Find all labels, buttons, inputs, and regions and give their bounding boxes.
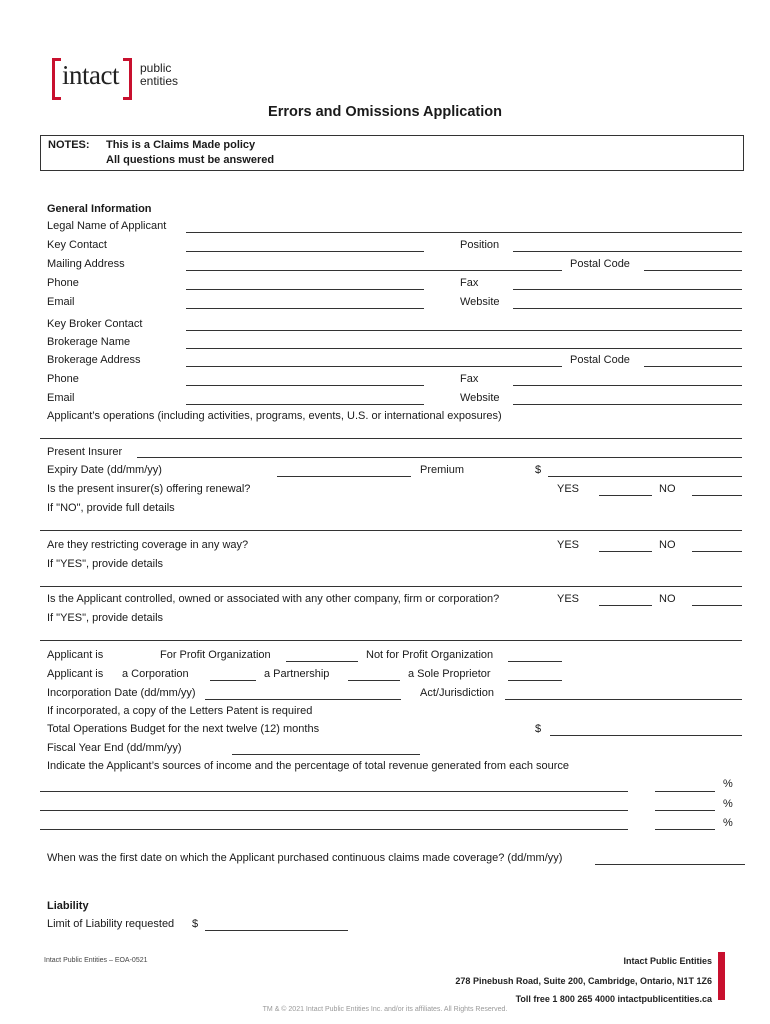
corporation-field[interactable] — [210, 680, 256, 681]
fax-2-label: Fax — [460, 373, 479, 385]
general-heading: General Information — [47, 203, 152, 215]
if-yes-field[interactable] — [40, 586, 742, 587]
brokerage-name-field[interactable] — [186, 348, 742, 349]
premium-label: Premium — [420, 464, 465, 476]
present-insurer-field[interactable] — [137, 457, 742, 458]
budget-label: Total Operations Budget for the next twelve (12) months — [47, 723, 320, 735]
partnership-field[interactable] — [348, 680, 400, 681]
first-date-field[interactable] — [595, 864, 745, 865]
fax-field[interactable] — [513, 289, 742, 290]
income-source-2[interactable] — [40, 810, 628, 811]
applicant-is-2-label: Applicant is — [47, 668, 104, 680]
mailing-address-field[interactable] — [186, 270, 562, 271]
present-insurer-label: Present Insurer — [47, 446, 123, 458]
restrict-yes-label: YES — [557, 539, 580, 551]
fax-label: Fax — [460, 277, 479, 289]
phone-field[interactable] — [186, 289, 424, 290]
budget-field[interactable] — [550, 735, 742, 736]
if-no-label: If "NO", provide full details — [47, 502, 175, 514]
form-code: Intact Public Entities – EOA-0521 — [44, 957, 148, 964]
footer-company: Intact Public Entities — [623, 956, 712, 966]
intact-logo — [52, 58, 132, 96]
notes-line1: This is a Claims Made policy — [106, 139, 256, 151]
first-date-label: When was the first date on which the Applicant purchased continuous claims made coverage? (dd/mm/yy) — [47, 852, 563, 864]
website-2-field[interactable] — [513, 404, 742, 405]
act-field[interactable] — [505, 699, 742, 700]
phone-2-field[interactable] — [186, 385, 424, 386]
email-label: Email — [47, 296, 75, 308]
renewal-yes-field[interactable] — [599, 495, 652, 496]
income-source-1[interactable] — [40, 791, 628, 792]
controlled-yes-field[interactable] — [599, 605, 652, 606]
legal-name-field[interactable] — [186, 232, 742, 233]
website-label: Website — [460, 296, 500, 308]
sole-prop-label: a Sole Proprietor — [408, 668, 491, 680]
budget-dollar: $ — [535, 723, 542, 735]
income-source-3[interactable] — [40, 829, 628, 830]
brokerage-address-label: Brokerage Address — [47, 354, 141, 366]
notes-label: NOTES: — [48, 139, 90, 151]
expiry-date-label: Expiry Date (dd/mm/yy) — [47, 464, 162, 476]
key-broker-field[interactable] — [186, 330, 742, 331]
income-pct-2[interactable] — [655, 810, 715, 811]
partnership-label: a Partnership — [264, 668, 330, 680]
legal-name-label: Legal Name of Applicant — [47, 220, 167, 232]
brokerage-name-label: Brokerage Name — [47, 336, 131, 348]
footer-address: 278 Pinebush Road, Suite 200, Cambridge, Ontario, N1T 1Z6 — [455, 976, 712, 986]
restrict-question: Are they restricting coverage in any way? — [47, 539, 249, 551]
fiscal-field[interactable] — [232, 754, 420, 755]
pct-3-label: % — [723, 817, 733, 829]
pct-2-label: % — [723, 798, 733, 810]
income-label: Indicate the Applicant’s sources of income and the percentage of total revenue generated from each source — [47, 760, 570, 772]
operations-field[interactable] — [40, 438, 742, 439]
applicant-is-label: Applicant is — [47, 649, 104, 661]
if-yes-label: If "YES", provide details — [47, 558, 164, 570]
fax-2-field[interactable] — [513, 385, 742, 386]
controlled-no-label: NO — [659, 593, 676, 605]
corporation-label: a Corporation — [122, 668, 189, 680]
postal-code-2-field[interactable] — [644, 366, 742, 367]
not-for-profit-field[interactable] — [508, 661, 562, 662]
renewal-question: Is the present insurer(s) offering renewal? — [47, 483, 251, 495]
letters-patent-note: If incorporated, a copy of the Letters Patent is required — [47, 705, 313, 717]
brokerage-address-field[interactable] — [186, 366, 562, 367]
for-profit-label: For Profit Organization — [160, 649, 271, 661]
operations-label: Applicant’s operations (including activities, programs, events, U.S. or international exposures) — [47, 410, 502, 422]
restrict-yes-field[interactable] — [599, 551, 652, 552]
website-field[interactable] — [513, 308, 742, 309]
income-pct-3[interactable] — [655, 829, 715, 830]
notes-line2: All questions must be answered — [106, 154, 275, 166]
renewal-yes-label: YES — [557, 483, 580, 495]
fiscal-label: Fiscal Year End (dd/mm/yy) — [47, 742, 182, 754]
if-yes-2-field[interactable] — [40, 640, 742, 641]
email-2-field[interactable] — [186, 404, 424, 405]
pct-1-label: % — [723, 778, 733, 790]
key-contact-label: Key Contact — [47, 239, 107, 251]
footer-red-bar — [718, 952, 725, 1000]
website-2-label: Website — [460, 392, 500, 404]
if-no-field[interactable] — [40, 530, 742, 531]
position-label: Position — [460, 239, 500, 251]
email-2-label: Email — [47, 392, 75, 404]
restrict-no-field[interactable] — [692, 551, 742, 552]
sole-prop-field[interactable] — [508, 680, 562, 681]
limit-field[interactable] — [205, 930, 348, 931]
renewal-no-field[interactable] — [692, 495, 742, 496]
position-field[interactable] — [513, 251, 742, 252]
key-broker-label: Key Broker Contact — [47, 318, 143, 330]
not-for-profit-label: Not for Profit Organization — [366, 649, 494, 661]
incorp-date-label: Incorporation Date (dd/mm/yy) — [47, 687, 196, 699]
incorp-date-field[interactable] — [205, 699, 401, 700]
page-title: Errors and Omissions Application — [268, 104, 502, 120]
footer-copyright: TM & © 2021 Intact Public Entities Inc. and/or its affiliates. All Rights Reserved. — [262, 1006, 508, 1013]
liability-heading: Liability — [47, 900, 89, 912]
postal-code-2-label: Postal Code — [570, 354, 630, 366]
logo-line1: public — [140, 61, 172, 75]
income-pct-1[interactable] — [655, 791, 715, 792]
renewal-no-label: NO — [659, 483, 676, 495]
logo-line2: entities — [140, 74, 179, 88]
expiry-date-field[interactable] — [277, 476, 411, 477]
phone-2-label: Phone — [47, 373, 79, 385]
logo-wordmark: intact — [62, 60, 119, 90]
logo-bracket-left — [52, 58, 61, 100]
if-yes-2-label: If "YES", provide details — [47, 612, 164, 624]
postal-code-label: Postal Code — [570, 258, 630, 270]
logo-subtitle — [140, 62, 178, 88]
limit-label: Limit of Liability requested — [47, 918, 175, 930]
mailing-address-label: Mailing Address — [47, 258, 125, 270]
limit-dollar: $ — [192, 918, 199, 930]
for-profit-field[interactable] — [286, 661, 358, 662]
controlled-no-field[interactable] — [692, 605, 742, 606]
phone-label: Phone — [47, 277, 79, 289]
logo-bracket-right — [123, 58, 132, 100]
restrict-no-label: NO — [659, 539, 676, 551]
act-label: Act/Jurisdiction — [420, 687, 494, 699]
key-contact-field[interactable] — [186, 251, 424, 252]
controlled-yes-label: YES — [557, 593, 580, 605]
postal-code-field[interactable] — [644, 270, 742, 271]
premium-dollar: $ — [535, 464, 542, 476]
controlled-question: Is the Applicant controlled, owned or associated with any other company, firm or corporation? — [47, 593, 500, 605]
footer-tollfree: Toll free 1 800 265 4000 intactpublicentities.ca — [515, 994, 712, 1004]
premium-field[interactable] — [548, 476, 742, 477]
email-field[interactable] — [186, 308, 424, 309]
